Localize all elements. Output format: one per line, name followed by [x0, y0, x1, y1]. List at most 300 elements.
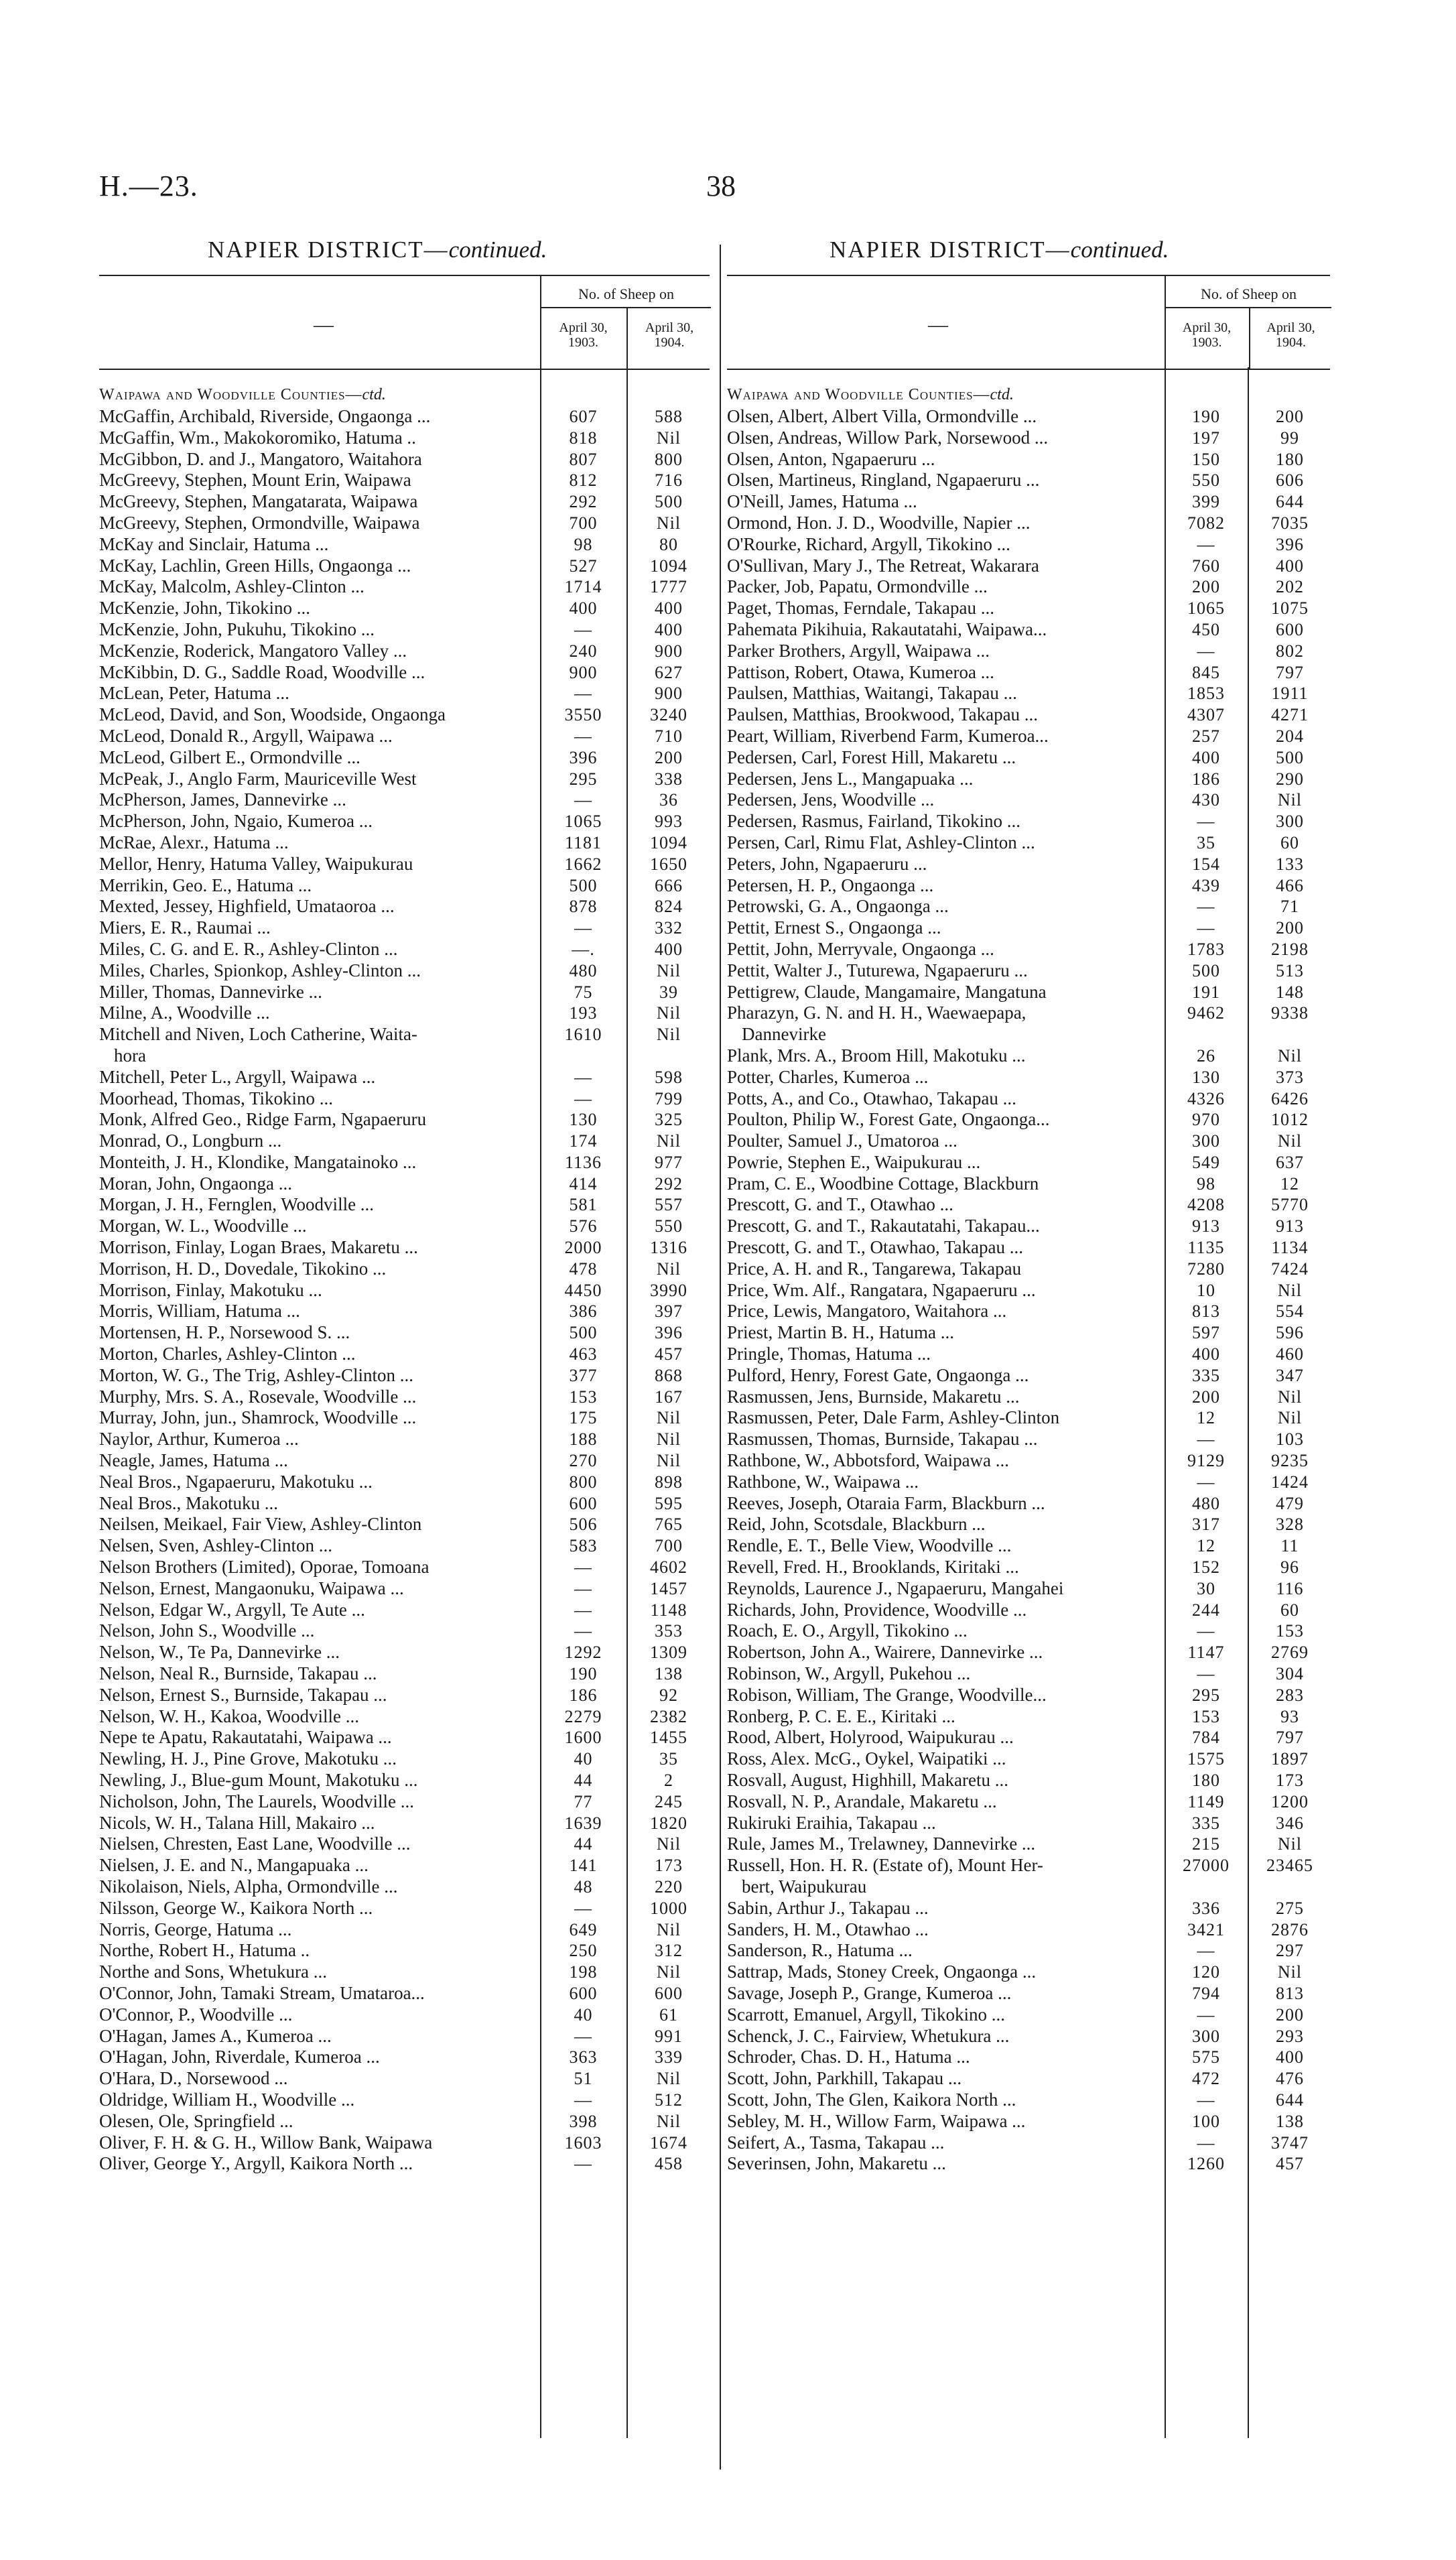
entry-name: Price, Wm. Alf., Rangatara, Ngapaeruru ...	[727, 1279, 1036, 1300]
sheep-1904: 977	[655, 1152, 683, 1172]
table-row	[99, 683, 710, 704]
entry-name: Northe, Robert H., Hatuma ..	[99, 1940, 310, 1961]
table-row	[727, 1301, 1330, 1322]
sheep-1903: 9129	[1187, 1451, 1225, 1471]
entry-name: Rood, Albert, Holyrood, Waipukurau ...	[727, 1727, 1014, 1748]
entry-name: Nelson, John S., Woodville ...	[99, 1620, 315, 1641]
sheep-1904: 1911	[1271, 684, 1309, 704]
sheep-1903: —	[1197, 1429, 1215, 1450]
sheep-1904: Nil	[1277, 1131, 1303, 1151]
entry-name: Nelson, W. H., Kakoa, Woodville ...	[99, 1706, 360, 1726]
sheep-1904: Nil	[656, 1834, 681, 1854]
entry-name: Prescott, G. and T., Otawhao ...	[727, 1194, 953, 1215]
entry-name: Newling, H. J., Pine Grove, Makotuku ...	[99, 1748, 397, 1769]
entry-name: Revell, Fred. H., Brooklands, Kiritaki ...	[727, 1557, 1019, 1578]
entry-name: Naylor, Arthur, Kumeroa ...	[99, 1429, 299, 1450]
table-row	[727, 449, 1330, 470]
table-row	[727, 1898, 1330, 1919]
entry-name: Pedersen, Jens L., Mangapuaka ...	[727, 768, 974, 789]
entry-name: Potter, Charles, Kumeroa ...	[727, 1066, 929, 1087]
entry-name: Olsen, Anton, Ngapaeruru ...	[727, 448, 935, 469]
sheep-1904: 245	[655, 1791, 683, 1811]
sheep-1903: 300	[1192, 1131, 1220, 1151]
sheep-1904: 557	[655, 1195, 683, 1215]
sheep-1903: 4450	[564, 1280, 602, 1300]
entry-name: Monrad, O., Longburn ...	[99, 1131, 282, 1151]
sheep-1903: 10	[1197, 1280, 1215, 1300]
sheep-1904: 1674	[650, 2132, 687, 2153]
sheep-1904: 400	[655, 598, 683, 619]
entry-name: Merrikin, Geo. E., Hatuma ...	[99, 875, 312, 895]
entry-name: McKay, Malcolm, Ashley-Clinton ...	[99, 576, 365, 597]
sheep-1903: 1610	[564, 1025, 602, 1045]
entry-name: Moorhead, Thomas, Tikokino ...	[99, 1088, 334, 1108]
table-row	[727, 662, 1330, 684]
entry-name: Nicholson, John, The Laurels, Woodville ...	[99, 1791, 415, 1811]
table-row	[99, 619, 710, 641]
table-row	[727, 1237, 1330, 1259]
table-row	[727, 1045, 1330, 1067]
sheep-1904: 3747	[1271, 2132, 1309, 2153]
sheep-1903: 600	[569, 1493, 598, 1513]
table-row	[727, 1876, 1330, 1898]
entry-name: McKenzie, Roderick, Mangatoro Valley ...	[99, 640, 407, 661]
sheep-1904: 588	[655, 407, 683, 426]
sheep-1904: Nil	[656, 513, 681, 533]
sheep-1904: 397	[655, 1301, 683, 1322]
sheep-1904: 500	[1276, 747, 1304, 767]
sheep-1903: 257	[1192, 726, 1220, 746]
entry-name: Nelson, W., Te Pa, Dannevirke ...	[99, 1642, 340, 1663]
entry-name: Reynolds, Laurence J., Ngapaeruru, Mangahei	[727, 1578, 1064, 1598]
sheep-1903: 153	[1192, 1706, 1220, 1726]
sheep-1903: 607	[569, 407, 598, 426]
entry-name: Pulford, Henry, Forest Gate, Ongaonga ...	[727, 1364, 1029, 1385]
table-row	[727, 1770, 1330, 1791]
sheep-1903: 244	[1192, 1600, 1220, 1620]
entry-name: Mitchell and Niven, Loch Catherine, Waita-	[99, 1024, 417, 1045]
sheep-1903: 130	[569, 1110, 598, 1130]
sheep-1904: 637	[1276, 1152, 1304, 1172]
table-row	[99, 1791, 710, 1813]
sheep-1904: 304	[1276, 1664, 1304, 1684]
sheep-1903: 1714	[564, 577, 602, 597]
entry-name: Prescott, G. and T., Rakautatahi, Takapau...	[727, 1216, 1040, 1236]
sheep-1904: 275	[1276, 1898, 1304, 1918]
right-column-title: NAPIER DISTRICT—continued.	[830, 237, 1169, 263]
entry-name: Morton, Charles, Ashley-Clinton ...	[99, 1344, 356, 1364]
entry-name: Neal Bros., Makotuku ...	[99, 1492, 278, 1513]
section-heading: Waipawa and Woodville Counties—ctd.	[727, 386, 1014, 403]
sheep-1903: 463	[569, 1344, 598, 1364]
table-row	[727, 1685, 1330, 1706]
sheep-1904: 328	[1276, 1515, 1304, 1535]
entry-name: Oldridge, William H., Woodville ...	[99, 2089, 355, 2110]
entry-name: McKenzie, John, Tikokino ...	[99, 598, 311, 619]
sheep-1904: 813	[1276, 1983, 1304, 2003]
entry-name: Nikolaison, Niels, Alpha, Ormondville ...	[99, 1876, 398, 1897]
sheep-1904: 11	[1280, 1536, 1299, 1556]
sheep-1904: Nil	[1277, 1834, 1303, 1854]
sheep-1903: —	[574, 684, 592, 704]
entry-name: Oliver, George Y., Argyll, Kaikora North ...	[99, 2153, 413, 2174]
entry-name: Rukiruki Eraihia, Takapau ...	[727, 1812, 936, 1833]
entry-name: Paget, Thomas, Ferndale, Takapau ...	[727, 598, 995, 619]
sheep-1903: 40	[574, 2004, 593, 2025]
sheep-1903: —	[574, 1621, 592, 1641]
sheep-1903: 1147	[1187, 1643, 1225, 1663]
entry-name: Neagle, James, Hatuma ...	[99, 1450, 288, 1471]
sheep-1903: 295	[569, 769, 598, 789]
entry-name: Robison, William, The Grange, Woodville...	[727, 1684, 1047, 1705]
entry-name: Paulsen, Matthias, Waitangi, Takapau ...	[727, 683, 1017, 704]
sheep-1904: 116	[1276, 1578, 1304, 1598]
sheep-1904: Nil	[656, 2069, 681, 2089]
table-header	[99, 275, 710, 370]
sheep-1904: 61	[659, 2004, 678, 2025]
table-row	[727, 1450, 1330, 1472]
entry-name: Miller, Thomas, Dannevirke ...	[99, 981, 322, 1002]
table-row	[99, 2004, 710, 2026]
sheep-1904: 797	[1276, 662, 1304, 682]
table-row	[99, 1685, 710, 1706]
table-row	[99, 1600, 710, 1621]
entry-name: Savage, Joseph P., Grange, Kumeroa ...	[727, 1982, 1012, 2003]
table-row	[99, 769, 710, 790]
sheep-1904: 802	[1276, 641, 1304, 661]
entry-name: O'Hagan, James A., Kumeroa ...	[99, 2025, 332, 2046]
table-row	[99, 2132, 710, 2154]
table-row	[99, 406, 710, 428]
entry-name: Pettit, Ernest S., Ongaonga ...	[727, 917, 941, 938]
sheep-1904: 1094	[650, 556, 687, 576]
sheep-1903: 2279	[564, 1706, 602, 1726]
table-row	[99, 1898, 710, 1919]
col-1903-header: April 30, 1903.	[1182, 320, 1232, 350]
sheep-1903: 1292	[564, 1643, 602, 1663]
sheep-1904: 204	[1276, 726, 1304, 746]
sheep-1904: 346	[1276, 1813, 1304, 1833]
table-row	[727, 917, 1330, 939]
sheep-1903: 700	[569, 513, 598, 533]
sheep-1903: 4307	[1187, 705, 1225, 725]
entry-name: McGreevy, Stephen, Ormondville, Waipawa	[99, 512, 420, 533]
sheep-1903: —	[1197, 812, 1215, 832]
sheep-1904: 99	[1280, 428, 1299, 448]
sheep-1904: 2	[664, 1771, 673, 1790]
sheep-1904: 512	[655, 2090, 683, 2110]
entry-name: Sanderson, R., Hatuma ...	[727, 1940, 913, 1961]
table-row	[727, 619, 1330, 641]
table-row	[727, 1322, 1330, 1344]
entry-name: Neal Bros., Ngapaeruru, Makotuku ...	[99, 1471, 373, 1492]
sheep-1903: 335	[1192, 1365, 1220, 1385]
table-row	[99, 726, 710, 747]
sheep-1904: 297	[1276, 1941, 1304, 1961]
entry-name: Ross, Alex. McG., Oykel, Waipatiki ...	[727, 1748, 1006, 1769]
sheep-1903: 400	[1192, 1344, 1220, 1364]
entry-name: O'Sullivan, Mary J., The Retreat, Wakarara	[727, 555, 1039, 576]
table-row	[99, 1514, 710, 1535]
entry-name: Olsen, Andreas, Willow Park, Norsewood ...	[727, 427, 1049, 448]
sheep-count-header	[1165, 276, 1331, 369]
sheep-1904: 1000	[650, 1898, 687, 1918]
sheep-1903: 414	[569, 1173, 598, 1194]
table-row	[727, 1387, 1330, 1408]
right-column	[727, 275, 1330, 2560]
entry-name: Rathbone, W., Waipawa ...	[727, 1471, 919, 1492]
table-header	[727, 275, 1330, 370]
entry-name: Morrison, Finlay, Makotuku ...	[99, 1279, 322, 1300]
sheep-1904: Nil	[1277, 1962, 1303, 1982]
sheep-1904: 797	[1276, 1728, 1304, 1748]
entry-name: Miles, Charles, Spionkop, Ashley-Clinton ...	[99, 960, 421, 980]
table-row	[99, 2111, 710, 2132]
entry-name: Pettit, John, Merryvale, Ongaonga ...	[727, 938, 994, 959]
sheep-1903: 4208	[1187, 1195, 1225, 1215]
table-row	[727, 1557, 1330, 1578]
table-row	[99, 1003, 710, 1024]
table-row	[99, 556, 710, 577]
sheep-1903: 141	[569, 1856, 598, 1876]
entry-name: Rasmussen, Jens, Burnside, Makaretu ...	[727, 1386, 1020, 1407]
table-row	[727, 1940, 1330, 1962]
name-header-dash: —	[928, 314, 948, 336]
entry-name: Pettit, Walter J., Tuturewa, Ngapaeruru ...	[727, 960, 1028, 980]
sheep-1904: 39	[659, 982, 678, 1002]
sheep-1904: 400	[1276, 2047, 1304, 2067]
table-row	[727, 832, 1330, 854]
entry-name: Pedersen, Jens, Woodville ...	[727, 789, 935, 810]
sheep-1903: 1603	[564, 2132, 602, 2153]
table-row	[99, 1663, 710, 1685]
sheep-1903: 812	[569, 470, 598, 491]
right-value-divider-2	[1248, 367, 1249, 2438]
sheep-1903: 400	[1192, 747, 1220, 767]
table-row	[727, 939, 1330, 960]
sheep-1904: Nil	[1277, 1045, 1303, 1066]
table-row	[99, 662, 710, 684]
sheep-1903: 1065	[1187, 598, 1225, 619]
sheep-1904: 476	[1276, 2069, 1304, 2089]
entry-name: Miers, E. R., Raumai ...	[99, 917, 271, 938]
table-row	[99, 2153, 710, 2175]
sheep-1904: 479	[1276, 1493, 1304, 1513]
sheep-1904: 312	[655, 1941, 683, 1961]
sheep-1903: 193	[569, 1003, 598, 1023]
table-row	[99, 1280, 710, 1301]
entry-name: McGreevy, Stephen, Mount Erin, Waipawa	[99, 470, 411, 491]
entry-name: hora	[114, 1045, 146, 1066]
sheep-1903: —	[1197, 1621, 1215, 1641]
entry-name: Priest, Martin B. H., Hatuma ...	[727, 1322, 954, 1343]
table-row	[99, 1472, 710, 1493]
sheep-1904: Nil	[656, 1259, 681, 1279]
sheep-1904: 460	[1276, 1344, 1304, 1364]
entry-name: Pedersen, Rasmus, Fairland, Tikokino ...	[727, 811, 1021, 832]
sheep-1903: 1662	[564, 854, 602, 874]
sheep-1904: 332	[655, 918, 683, 938]
col-1904-header: April 30, 1904.	[626, 307, 711, 369]
table-row	[99, 1024, 710, 1045]
sheep-1904: 283	[1276, 1685, 1304, 1705]
sheep-1903: 1149	[1187, 1791, 1225, 1811]
sheep-1903: —	[574, 726, 592, 746]
table-row	[99, 960, 710, 982]
sheep-1903: 130	[1192, 1067, 1220, 1087]
sheep-1904: 202	[1276, 577, 1304, 597]
entry-name: Nepe te Apatu, Rakautatahi, Waipawa ...	[99, 1727, 392, 1748]
sheep-1904: 993	[655, 812, 683, 832]
sheep-1904: 148	[1276, 982, 1304, 1002]
sheep-1903: 200	[1192, 1387, 1220, 1407]
table-row	[727, 854, 1330, 875]
table-row	[99, 1642, 710, 1663]
sheep-1903: —	[1197, 2004, 1215, 2025]
sheep-1903: 7280	[1187, 1259, 1225, 1279]
sheep-1903: —	[574, 1600, 592, 1620]
sheep-1903: 186	[1192, 769, 1220, 789]
entry-name: Rendle, E. T., Belle View, Woodville ...	[727, 1535, 1012, 1556]
sheep-count-header	[540, 276, 711, 369]
entry-name: Reid, John, Scotsdale, Blackburn ...	[727, 1514, 986, 1535]
sheep-1903: 549	[1192, 1152, 1220, 1172]
sheep-1904: 457	[1276, 2154, 1304, 2174]
table-row	[727, 2047, 1330, 2068]
sheep-1904: 347	[1276, 1365, 1304, 1385]
sheep-1904: 103	[1276, 1429, 1304, 1450]
entry-name: McKay and Sinclair, Hatuma ...	[99, 533, 329, 554]
entry-name: Miles, C. G. and E. R., Ashley-Clinton ...	[99, 938, 398, 959]
table-row	[99, 1216, 710, 1237]
left-column	[99, 275, 710, 2560]
entry-name: Morris, William, Hatuma ...	[99, 1301, 300, 1322]
sheep-1903: 7082	[1187, 513, 1225, 533]
sheep-1903: 26	[1197, 1045, 1215, 1066]
sheep-1904: 200	[1276, 918, 1304, 938]
sheep-1904: 598	[655, 1067, 683, 1087]
entry-name: Pettigrew, Claude, Mangamaire, Mangatuna	[727, 981, 1047, 1002]
sheep-1904: 554	[1276, 1301, 1304, 1322]
sheep-1904: 1777	[650, 577, 687, 597]
entry-name: Paulsen, Matthias, Brookwood, Takapau ...	[727, 704, 1039, 725]
entry-name: Peters, John, Ngapaeruru ...	[727, 853, 927, 874]
entry-name: Packer, Job, Papatu, Ormondville ...	[727, 576, 988, 597]
sheep-1904: Nil	[1277, 790, 1303, 810]
sheep-1903: 597	[1192, 1323, 1220, 1343]
table-row	[99, 449, 710, 470]
sheep-1904: 400	[655, 619, 683, 639]
table-row	[727, 641, 1330, 662]
entry-name: Plank, Mrs. A., Broom Hill, Makotuku ...	[727, 1045, 1026, 1066]
table-row	[99, 2068, 710, 2090]
sheep-1904: 700	[655, 1536, 683, 1556]
sheep-1904: 200	[1276, 407, 1304, 426]
sheep-1903: 480	[1192, 1493, 1220, 1513]
sheep-1904: 457	[655, 1344, 683, 1364]
entry-name: Murphy, Mrs. S. A., Rosevale, Woodville ...	[99, 1386, 417, 1407]
table-row	[727, 1152, 1330, 1173]
sheep-1903: 186	[569, 1685, 598, 1705]
table-row	[99, 1194, 710, 1216]
sheep-1904: Nil	[656, 1919, 681, 1939]
table-row	[99, 1067, 710, 1088]
sheep-count-title: No. of Sheep on	[578, 285, 674, 302]
table-row	[99, 1940, 710, 1962]
table-row	[727, 491, 1330, 513]
table-row	[727, 1067, 1330, 1088]
table-row	[727, 960, 1330, 982]
entry-name: McLeod, David, and Son, Woodside, Ongaonga	[99, 704, 446, 725]
entry-name: Olsen, Albert, Albert Villa, Ormondville ...	[727, 406, 1037, 426]
sheep-1903: 600	[569, 1983, 598, 2003]
entry-name: O'Connor, John, Tamaki Stream, Umataroa...	[99, 1982, 425, 2003]
col-1904-header: April 30, 1904.	[1249, 307, 1331, 369]
entry-name: Northe and Sons, Whetukura ...	[99, 1962, 327, 1982]
entry-name: Poulton, Philip W., Forest Gate, Ongaonga...	[727, 1109, 1050, 1130]
sheep-1904: 627	[655, 662, 683, 682]
sheep-1904: 6426	[1271, 1088, 1309, 1108]
table-row	[99, 2047, 710, 2068]
sheep-1903: 317	[1192, 1515, 1220, 1535]
sheep-1904: 666	[655, 875, 683, 895]
sheep-1903: 197	[1192, 428, 1220, 448]
table-row	[99, 917, 710, 939]
entry-name: Powrie, Stephen E., Waipukurau ...	[727, 1151, 981, 1172]
sheep-1904: 7424	[1271, 1259, 1309, 1279]
sheep-1904: 36	[659, 790, 678, 810]
table-row	[727, 1216, 1330, 1237]
table-row	[99, 1834, 710, 1855]
table-row	[727, 769, 1330, 790]
entry-name: Morton, W. G., The Trig, Ashley-Clinton ...	[99, 1364, 414, 1385]
sheep-1904: 1316	[650, 1238, 687, 1258]
sheep-1904: Nil	[656, 1003, 681, 1023]
entry-name: Schenck, J. C., Fairview, Whetukura ...	[727, 2025, 1010, 2046]
sheep-1904: 824	[655, 897, 683, 917]
sheep-1904: 400	[655, 939, 683, 959]
sheep-1903: 3550	[564, 705, 602, 725]
entry-name: Reeves, Joseph, Otaraia Farm, Blackburn ...	[727, 1492, 1045, 1513]
entry-name: O'Hara, D., Norsewood ...	[99, 2068, 288, 2089]
table-row	[99, 939, 710, 960]
table-row	[727, 1727, 1330, 1748]
section-heading: Waipawa and Woodville Counties—ctd.	[99, 386, 386, 403]
table-row	[99, 1748, 710, 1770]
entry-name: Nielsen, J. E. and N., Mangapuaka ...	[99, 1855, 369, 1876]
sheep-1904: 353	[655, 1621, 683, 1641]
table-row	[727, 1003, 1330, 1024]
left-value-divider-1	[540, 367, 541, 2438]
table-row	[727, 428, 1330, 449]
sheep-1904: 71	[1280, 897, 1299, 917]
sheep-1903: 3421	[1187, 1919, 1225, 1939]
table-row	[99, 576, 710, 598]
sheep-1903: 478	[569, 1259, 598, 1279]
sheep-1903: —	[574, 1088, 592, 1108]
sheep-1904: 292	[655, 1173, 683, 1194]
entry-name: McLean, Peter, Hatuma ...	[99, 683, 289, 704]
entry-name: Robertson, John A., Wairere, Dannevirke ...	[727, 1642, 1043, 1663]
sheep-1903: —	[574, 1898, 592, 1918]
entry-name: Nelson, Ernest S., Burnside, Takapau ...	[99, 1684, 387, 1705]
sheep-1903: —.	[572, 939, 595, 959]
sheep-1903: 98	[574, 534, 593, 554]
sheep-1904: 153	[1276, 1621, 1304, 1641]
entry-name: Rathbone, W., Abbotsford, Waipawa ...	[727, 1450, 1010, 1471]
table-row	[99, 1919, 710, 1941]
sheep-1904: 23465	[1266, 1856, 1313, 1876]
